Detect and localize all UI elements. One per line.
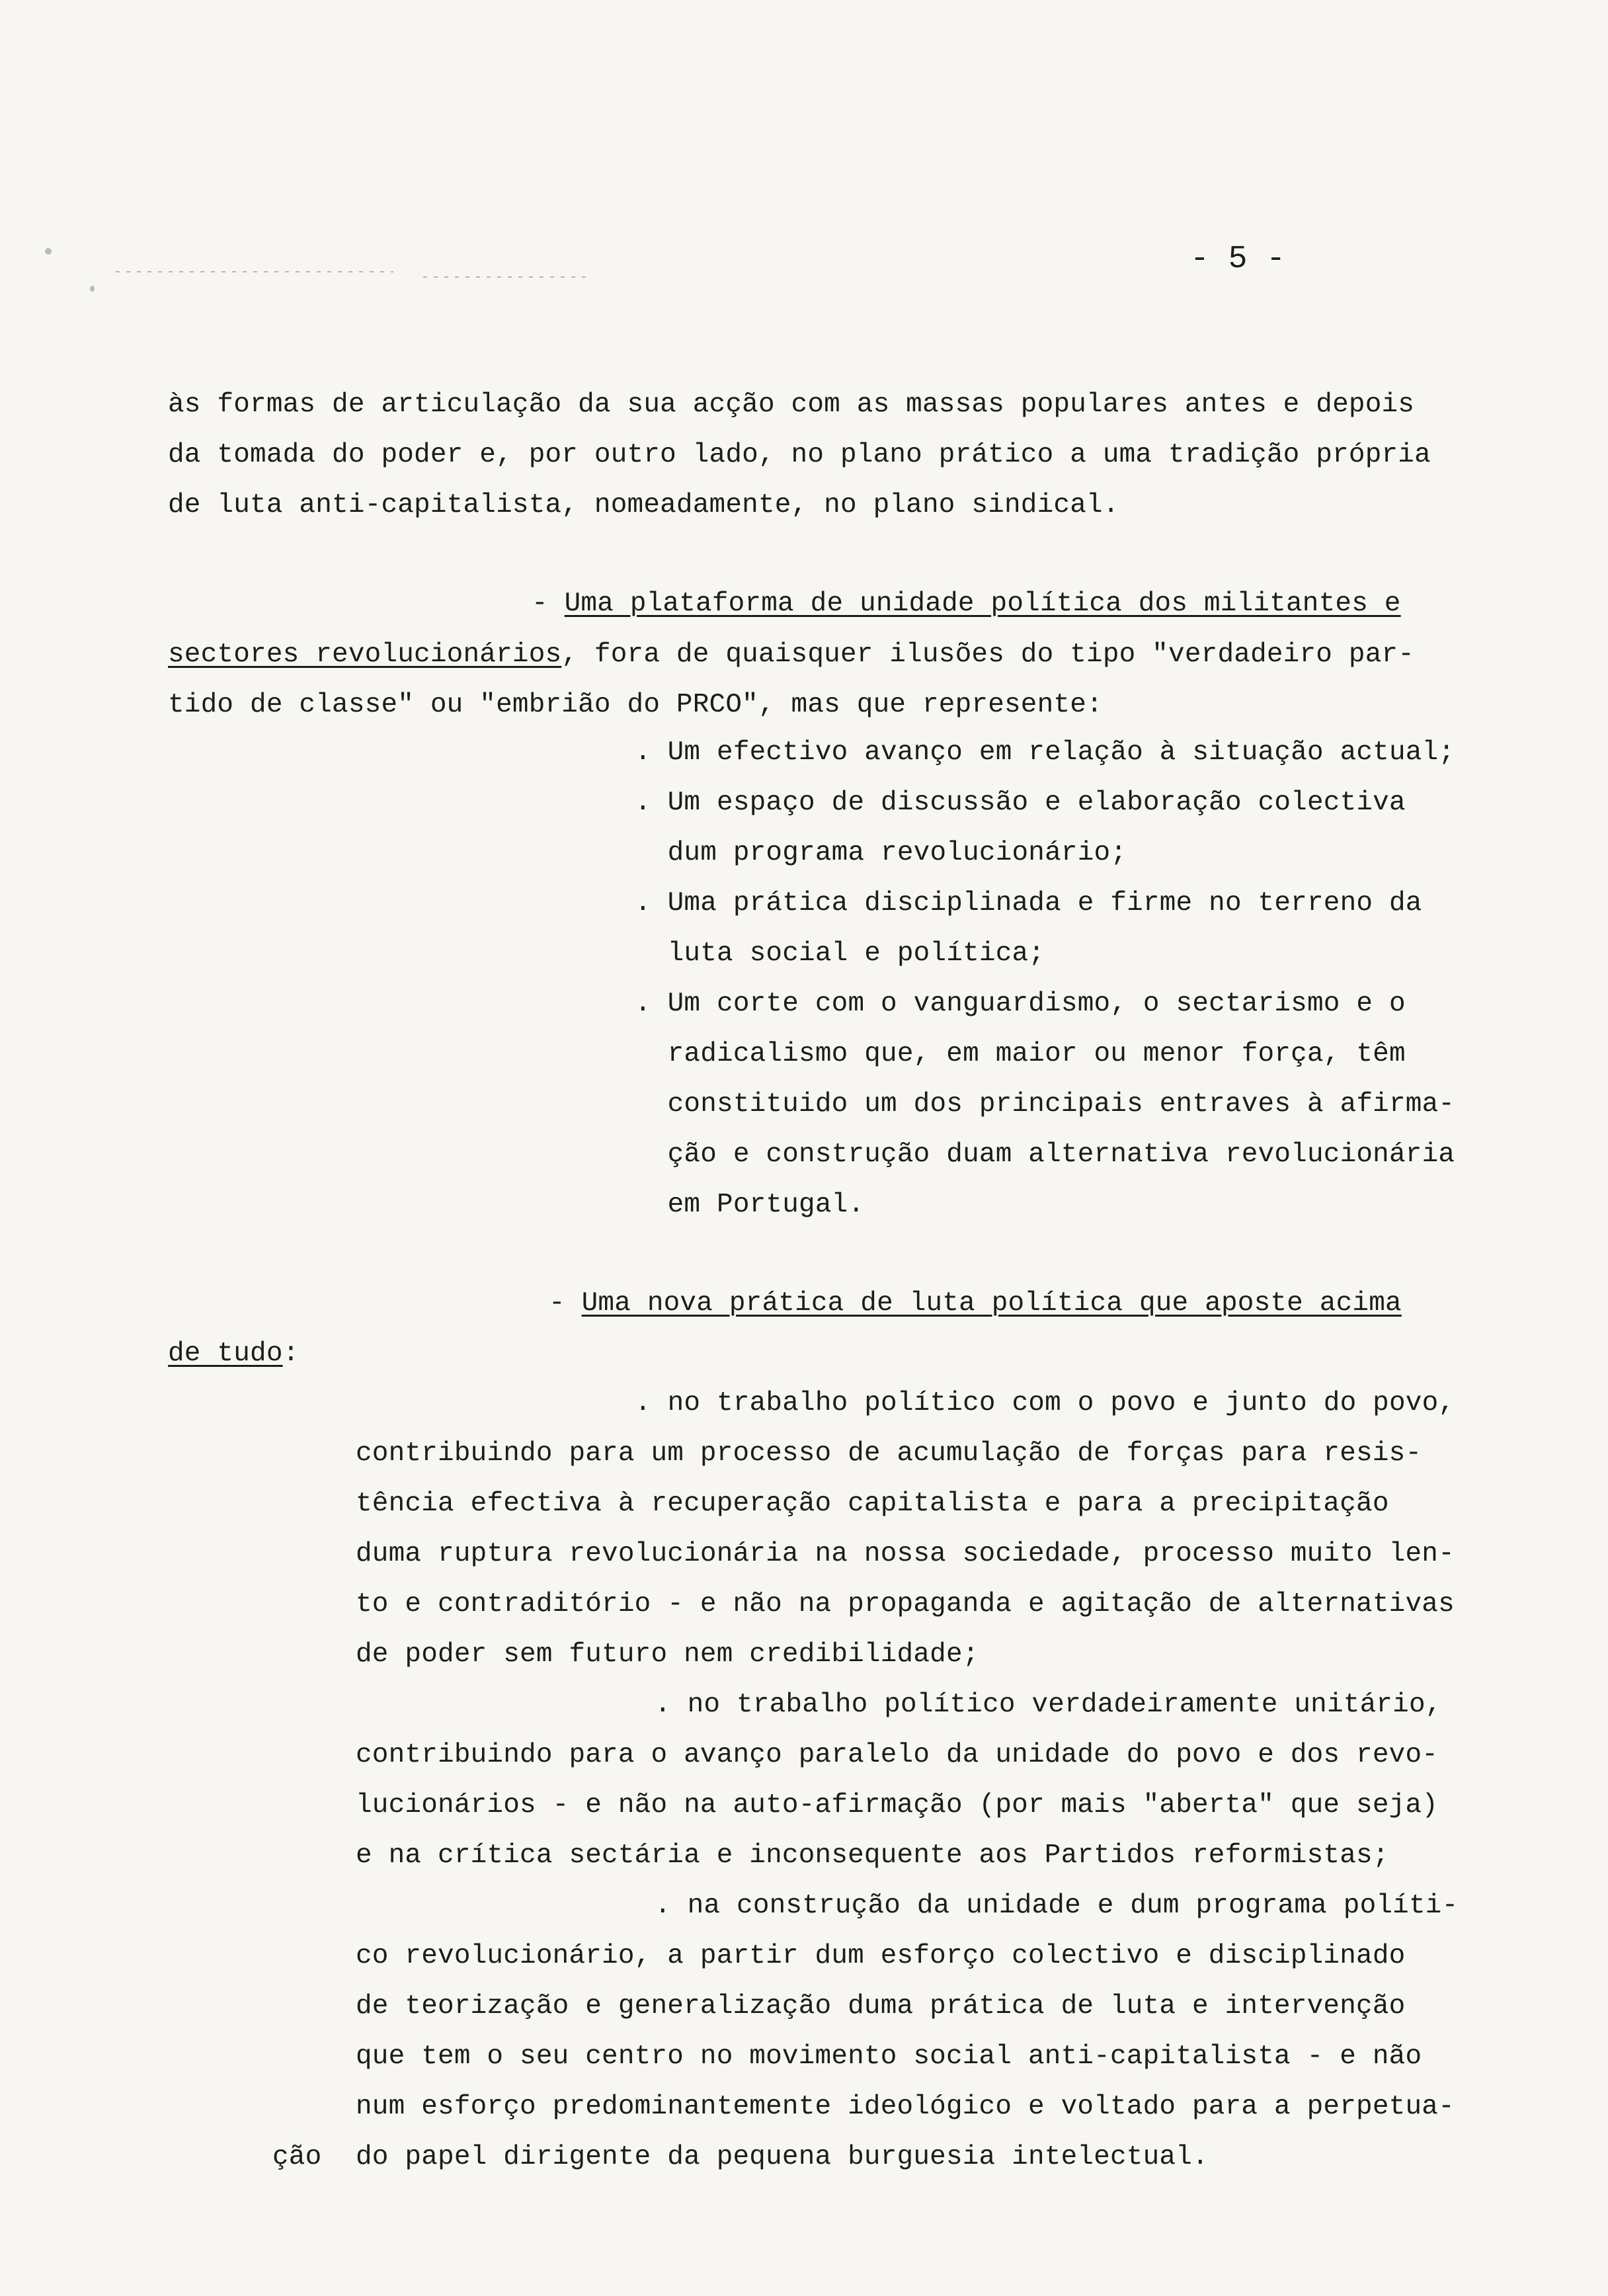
- item-line: e na crítica sectária e inconsequente aos Partidos reformistas;: [356, 1840, 1389, 1871]
- scan-noise: [116, 271, 393, 272]
- section1-heading-underlined-cont: sectores revolucionários: [168, 639, 562, 670]
- body-line: de luta anti-capitalista, nomeadamente, no plano sindical.: [168, 490, 1119, 520]
- section1-heading-rest: , fora de quaisquer ilusões do tipo "verdadeiro par-: [561, 639, 1415, 670]
- bullet-line: . Um corte com o vanguardismo, o sectarismo e o: [635, 989, 1406, 1019]
- heading-dash: -: [532, 589, 565, 619]
- item-line: de teorização e generalização duma prática de luta e intervenção: [356, 1991, 1406, 2022]
- body-line: às formas de articulação da sua acção com as massas populares antes e depois: [168, 390, 1415, 420]
- page-number: - 5 -: [1190, 241, 1286, 277]
- item-line: duma ruptura revolucionária na nossa sociedade, processo muito len-: [356, 1539, 1455, 1569]
- item-line: num esforço predominantemente ideológico e voltado para a perpetua-: [356, 2092, 1455, 2122]
- section2-heading-underlined-cont: de tudo: [168, 1338, 283, 1369]
- section1-heading-underlined: Uma plataforma de unidade política dos militantes e: [564, 589, 1401, 619]
- item-line: contribuindo para o avanço paralelo da unidade do povo e dos revo-: [356, 1740, 1439, 1770]
- item-line: que tem o seu centro no movimento social anti-capitalista - e não: [356, 2041, 1422, 2072]
- item-line: . na construção da unidade e dum programa políti-: [655, 1891, 1459, 1921]
- item-line: de poder sem futuro nem credibilidade;: [356, 1639, 979, 1670]
- section1-heading-line1: [532, 587, 1401, 621]
- item-line: lucionários - e não na auto-afirmação (por mais "aberta" que seja): [356, 1790, 1439, 1821]
- item-line: tência efectiva à recuperação capitalista e para a precipitação: [356, 1489, 1389, 1519]
- section2-heading-line2: [168, 1336, 299, 1371]
- item-line: contribuindo para um processo de acumulação de forças para resis-: [356, 1438, 1422, 1469]
- section1-heading-line2: [168, 637, 1414, 672]
- bullet-line: ção e construção duam alternativa revolucionária: [635, 1139, 1455, 1170]
- item-line: . no trabalho político verdadeiramente unitário,: [655, 1690, 1442, 1720]
- section2-heading-line1: [549, 1286, 1402, 1321]
- body-line: da tomada do poder e, por outro lado, no plano prático a uma tradição própria: [168, 440, 1431, 470]
- scan-mark: [45, 248, 52, 255]
- section2-heading-colon: :: [282, 1338, 300, 1369]
- bullet-line: . Uma prática disciplinada e firme no terreno da: [635, 888, 1422, 919]
- item-line: . no trabalho político com o povo e junto do povo,: [635, 1388, 1455, 1418]
- bullet-line: radicalismo que, em maior ou menor força, têm: [635, 1039, 1406, 1069]
- item-line: to e contraditório - e não na propaganda e agitação de alternativas: [356, 1589, 1455, 1620]
- item-line: do papel dirigente da pequena burguesia intelectual.: [356, 2142, 1209, 2172]
- item-line: co revolucionário, a partir dum esforço colectivo e disciplinado: [356, 1941, 1406, 1971]
- bullet-line: em Portugal.: [635, 1190, 865, 1220]
- section2-heading-underlined: Uma nova prática de luta política que aposte acima: [581, 1288, 1402, 1319]
- bullet-line: constituido um dos principais entraves à afirma-: [635, 1089, 1455, 1120]
- bullet-line: luta social e política;: [635, 938, 1045, 969]
- bullet-line: . Um espaço de discussão e elaboração colectiva: [635, 788, 1406, 818]
- section1-heading-line3: tido de classe" ou "embrião do PRCO", mas que represente:: [168, 690, 1103, 720]
- scan-mark: [90, 286, 95, 292]
- heading-dash: -: [549, 1288, 582, 1319]
- bullet-line: . Um efectivo avanço em relação à situação actual;: [635, 737, 1455, 768]
- bullet-line: dum programa revolucionário;: [635, 838, 1127, 868]
- scan-noise: [423, 276, 588, 278]
- item-line-prefix: ção: [272, 2142, 322, 2172]
